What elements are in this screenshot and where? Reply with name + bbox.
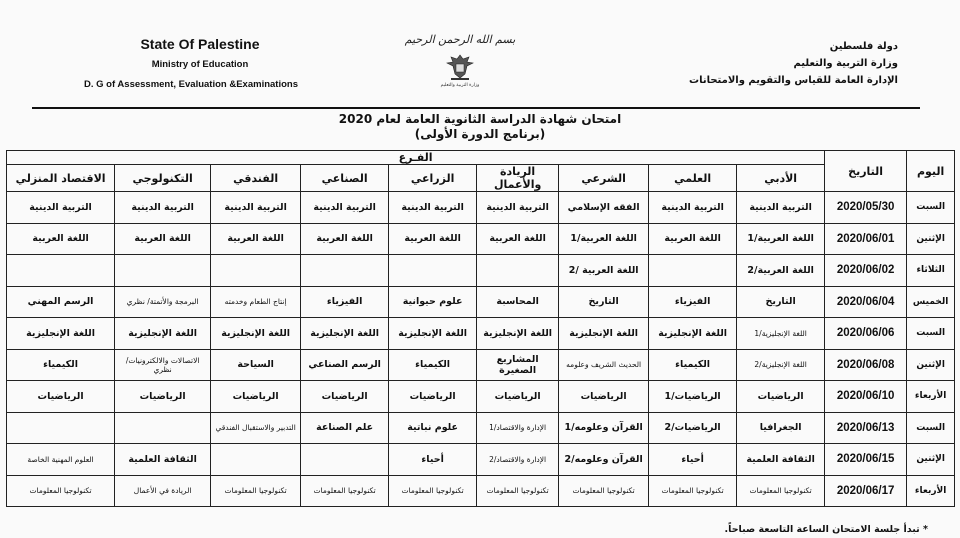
header-center — [340, 33, 580, 88]
ministry-name-en: Ministry of Education — [151, 59, 249, 70]
footnote: * تبدأ جلسة الامتحان الساعة التاسعة صباحاً. — [724, 524, 928, 535]
day-cell: الأربعاء — [907, 381, 955, 413]
subject-cell: الثقافة العلمية — [737, 444, 825, 476]
branch-header: الأدبي — [737, 165, 825, 192]
directorate-name-ar: الإدارة العامة للقياس والتقويم والامتحانات — [689, 75, 898, 86]
table-row — [7, 286, 955, 318]
subject-cell: الجغرافيا — [737, 412, 825, 444]
subject-cell: علوم نباتية — [389, 412, 477, 444]
subject-cell: اللغة الإنجليزية/1 — [737, 318, 825, 350]
date-cell: 2020/06/15 — [825, 444, 907, 476]
subject-cell: الرياضيات — [7, 381, 115, 413]
subject-cell — [115, 255, 211, 287]
subject-cell: البرمجة والأتمتة/ نظري — [115, 286, 211, 318]
subject-cell: التربية الدينية — [7, 192, 115, 224]
subject-cell — [7, 255, 115, 287]
table-row — [7, 444, 955, 476]
date-cell: 2020/06/04 — [825, 286, 907, 318]
subject-cell: القرآن وعلومه/1 — [559, 412, 649, 444]
subject-cell — [7, 412, 115, 444]
date-cell: 2020/06/01 — [825, 223, 907, 255]
subject-cell: تكنولوجيا المعلومات — [301, 475, 389, 507]
subject-cell: الكيمياء — [7, 349, 115, 381]
day-cell: السبت — [907, 192, 955, 224]
table-row — [7, 381, 955, 413]
subject-cell: التربية الدينية — [649, 192, 737, 224]
subject-cell: الكيمياء — [389, 349, 477, 381]
table-row — [7, 192, 955, 224]
table-row — [7, 412, 955, 444]
subject-cell — [389, 255, 477, 287]
subject-cell — [301, 255, 389, 287]
basmala: بسم الله الرحمن الرحيم — [404, 33, 516, 46]
day-cell: الإثنين — [907, 444, 955, 476]
subject-cell: العلوم المهنية الخاصة — [7, 444, 115, 476]
day-cell: السبت — [907, 412, 955, 444]
subject-cell: الرياضيات — [737, 381, 825, 413]
subject-cell: اللغة الإنجليزية — [115, 318, 211, 350]
subject-cell: الريادة في الأعمال — [115, 475, 211, 507]
subject-cell: الرسم المهني — [7, 286, 115, 318]
subject-cell: الرياضيات — [115, 381, 211, 413]
subject-cell: اللغة الإنجليزية — [7, 318, 115, 350]
subject-cell: الكيمياء — [649, 349, 737, 381]
subject-cell: اللغة العربية — [211, 223, 301, 255]
subject-cell: اللغة العربية — [301, 223, 389, 255]
date-cell: 2020/06/10 — [825, 381, 907, 413]
subject-cell: التربية الدينية — [477, 192, 559, 224]
branch-header: الزراعي — [389, 165, 477, 192]
subject-cell: الفقه الإسلامي — [559, 192, 649, 224]
subject-cell: الرياضيات — [211, 381, 301, 413]
branch-header: الاقتصاد المنزلي — [7, 165, 115, 192]
subject-cell: الإدارة والاقتصاد/1 — [477, 412, 559, 444]
subject-cell: اللغة العربية /2 — [559, 255, 649, 287]
date-cell: 2020/06/06 — [825, 318, 907, 350]
subject-cell: الرياضيات — [301, 381, 389, 413]
subject-cell: المشاريع الصغيرة — [477, 349, 559, 381]
subject-cell: التربية الدينية — [389, 192, 477, 224]
subject-cell: اللغة العربية/2 — [737, 255, 825, 287]
subject-cell: تكنولوجيا المعلومات — [477, 475, 559, 507]
document-title — [0, 112, 960, 142]
date-cell: 2020/06/13 — [825, 412, 907, 444]
subject-cell: الرياضيات/1 — [649, 381, 737, 413]
date-cell: 2020/06/08 — [825, 349, 907, 381]
day-cell: الإثنين — [907, 223, 955, 255]
subject-cell: علوم حيوانية — [389, 286, 477, 318]
subject-cell: تكنولوجيا المعلومات — [7, 475, 115, 507]
subject-cell: إنتاج الطعام وخدمته — [211, 286, 301, 318]
table-row — [7, 475, 955, 507]
table-row — [7, 318, 955, 350]
subject-cell: اللغة الإنجليزية — [649, 318, 737, 350]
subject-cell: تكنولوجيا المعلومات — [559, 475, 649, 507]
table-row — [7, 255, 955, 287]
subject-cell: الرياضيات — [477, 381, 559, 413]
table-row — [7, 349, 955, 381]
state-name-en: State Of Palestine — [140, 36, 260, 52]
subject-cell: التربية الدينية — [115, 192, 211, 224]
subject-cell — [211, 444, 301, 476]
day-cell: الأربعاء — [907, 475, 955, 507]
palestine-eagle-emblem-icon — [443, 52, 477, 82]
subject-cell: اللغة العربية/1 — [737, 223, 825, 255]
subject-cell: الثقافة العلمية — [115, 444, 211, 476]
subject-cell — [649, 255, 737, 287]
branch-header: الريادة والأعمال — [477, 165, 559, 192]
branch-header: الصناعي — [301, 165, 389, 192]
subject-cell: تكنولوجيا المعلومات — [649, 475, 737, 507]
branch-header: التكنولوجي — [115, 165, 211, 192]
subject-cell: أحياء — [389, 444, 477, 476]
state-name-ar: دولة فلسطين — [829, 41, 898, 52]
subject-cell: الحديث الشريف وعلومه — [559, 349, 649, 381]
subject-cell: تكنولوجيا المعلومات — [389, 475, 477, 507]
day-cell: السبت — [907, 318, 955, 350]
subject-cell — [301, 444, 389, 476]
subject-cell: اللغة العربية — [7, 223, 115, 255]
subject-cell: التدبير والاستقبال الفندقي — [211, 412, 301, 444]
branch-header: العلمي — [649, 165, 737, 192]
header-divider — [32, 107, 920, 109]
subject-cell: القرآن وعلومه/2 — [559, 444, 649, 476]
subject-cell: اللغة الإنجليزية — [477, 318, 559, 350]
subject-cell: الفيزياء — [649, 286, 737, 318]
subject-cell: التاريخ — [737, 286, 825, 318]
header-arabic — [638, 38, 898, 89]
day-cell: الخميس — [907, 286, 955, 318]
subject-cell — [115, 412, 211, 444]
subject-cell: الفيزياء — [301, 286, 389, 318]
subject-cell — [477, 255, 559, 287]
date-column-header: التاريخ — [825, 151, 907, 192]
title-line-1: امتحان شهادة الدراسة الثانوية العامة لعام 2020 — [338, 112, 622, 126]
day-cell: الإثنين — [907, 349, 955, 381]
subject-cell: اللغة الإنجليزية — [211, 318, 301, 350]
subject-cell: اللغة الإنجليزية — [389, 318, 477, 350]
table-row — [7, 223, 955, 255]
subject-cell: التربية الدينية — [737, 192, 825, 224]
subject-cell: التربية الدينية — [301, 192, 389, 224]
subject-cell: اللغة الإنجليزية — [301, 318, 389, 350]
subject-cell: الرياضيات — [389, 381, 477, 413]
subject-cell — [211, 255, 301, 287]
title-line-2: (برنامج الدورة الأولى) — [414, 127, 546, 141]
exam-schedule-table — [6, 150, 955, 507]
subject-cell: السياحة — [211, 349, 301, 381]
subject-cell: الرياضيات/2 — [649, 412, 737, 444]
subject-cell: علم الصناعة — [301, 412, 389, 444]
branch-header: الفندقي — [211, 165, 301, 192]
subject-cell: اللغة العربية — [477, 223, 559, 255]
date-cell: 2020/06/02 — [825, 255, 907, 287]
subject-cell: تكنولوجيا المعلومات — [737, 475, 825, 507]
subject-cell: اللغة الإنجليزية/2 — [737, 349, 825, 381]
subject-cell: الاتصالات والالكترونيات/ نظري — [115, 349, 211, 381]
branch-group-header: الفـرع — [7, 151, 825, 165]
header-english — [60, 36, 340, 90]
branch-header: الشرعي — [559, 165, 649, 192]
directorate-name-en: D. G of Assessment, Evaluation &Examinations — [84, 79, 298, 90]
subject-cell: التاريخ — [559, 286, 649, 318]
subject-cell: أحياء — [649, 444, 737, 476]
subject-cell: التربية الدينية — [211, 192, 301, 224]
subject-cell: الرسم الصناعي — [301, 349, 389, 381]
subject-cell: اللغة العربية — [389, 223, 477, 255]
subject-cell: اللغة الإنجليزية — [559, 318, 649, 350]
date-cell: 2020/05/30 — [825, 192, 907, 224]
subject-cell: اللغة العربية/1 — [559, 223, 649, 255]
subject-cell: المحاسبة — [477, 286, 559, 318]
ministry-name-ar: وزارة التربية والتعليم — [793, 58, 898, 69]
date-cell: 2020/06/17 — [825, 475, 907, 507]
subject-cell: اللغة العربية — [649, 223, 737, 255]
emblem-caption: وزارة التربية والتعليم — [440, 83, 480, 88]
subject-cell: الإدارة والاقتصاد/2 — [477, 444, 559, 476]
day-column-header: اليوم — [907, 151, 955, 192]
day-cell: الثلاثاء — [907, 255, 955, 287]
subject-cell: الرياضيات — [559, 381, 649, 413]
subject-cell: تكنولوجيا المعلومات — [211, 475, 301, 507]
subject-cell: اللغة العربية — [115, 223, 211, 255]
